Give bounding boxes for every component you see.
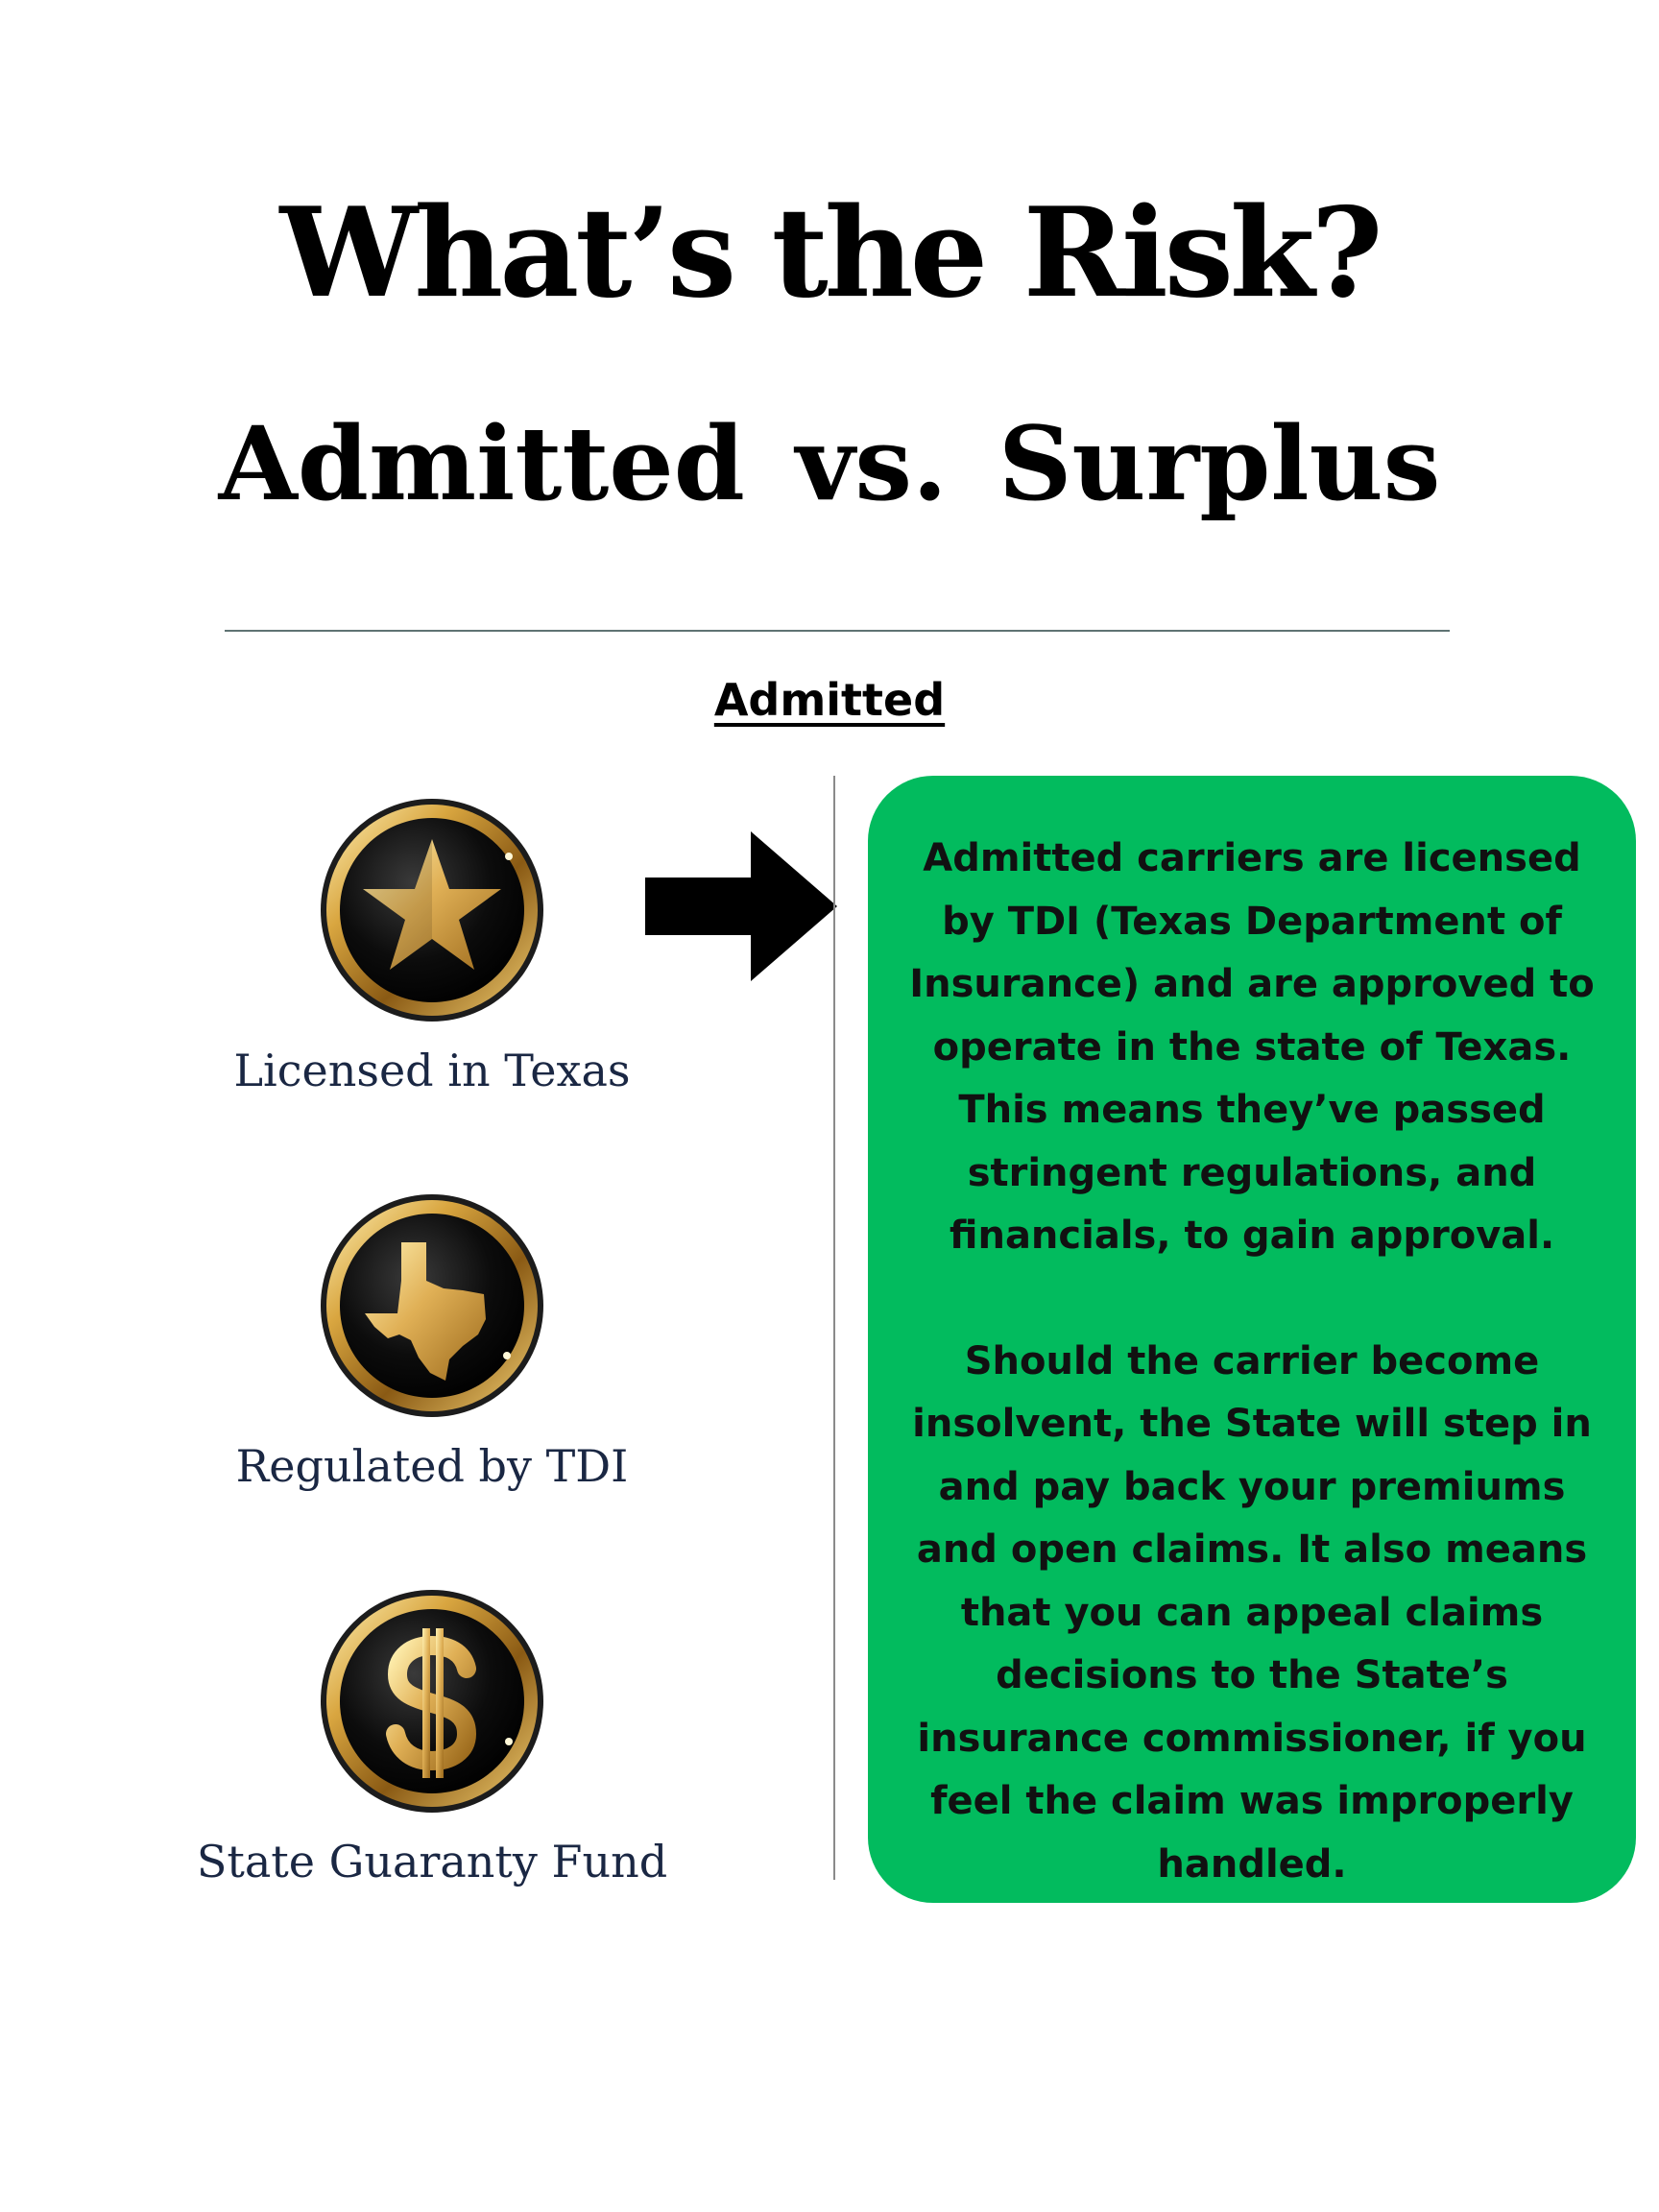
header-divider <box>225 630 1450 632</box>
page-title: What’s the Risk? <box>279 181 1380 325</box>
feature-regulated <box>144 1192 720 1493</box>
feature-label: Regulated by TDI <box>235 1440 629 1492</box>
panel-paragraph-licensing: Admitted carriers are licensed by TDI (Texas Department of Insurance) and are approved to operate in the state of Texas. This means they’ve passed stringent regulations, and financials, to gain approval. <box>909 836 1595 1258</box>
feature-licensed <box>144 797 720 1097</box>
right-arrow-icon <box>645 831 837 981</box>
gold-star-medal-icon <box>319 797 545 1023</box>
feature-label: State Guaranty Fund <box>196 1836 668 1887</box>
feature-label: Licensed in Texas <box>233 1045 631 1096</box>
dollar-sign-medal-icon <box>319 1588 545 1815</box>
column-divider <box>833 776 835 1880</box>
page-subtitle: Admitted vs. Surplus <box>218 403 1441 523</box>
section-label-admitted: Admitted <box>713 674 946 726</box>
panel-paragraph-insolvency: Should the carrier become insolvent, the State will step in and pay back your premiums and open claims. It also means that you can appeal claims decisions to the State’s insurance commissioner, if you feel the claim was improperly handled. <box>912 1338 1592 1887</box>
feature-guaranty <box>144 1588 720 1888</box>
texas-map-medal-icon <box>319 1192 545 1419</box>
admitted-info-panel <box>868 776 1636 1903</box>
